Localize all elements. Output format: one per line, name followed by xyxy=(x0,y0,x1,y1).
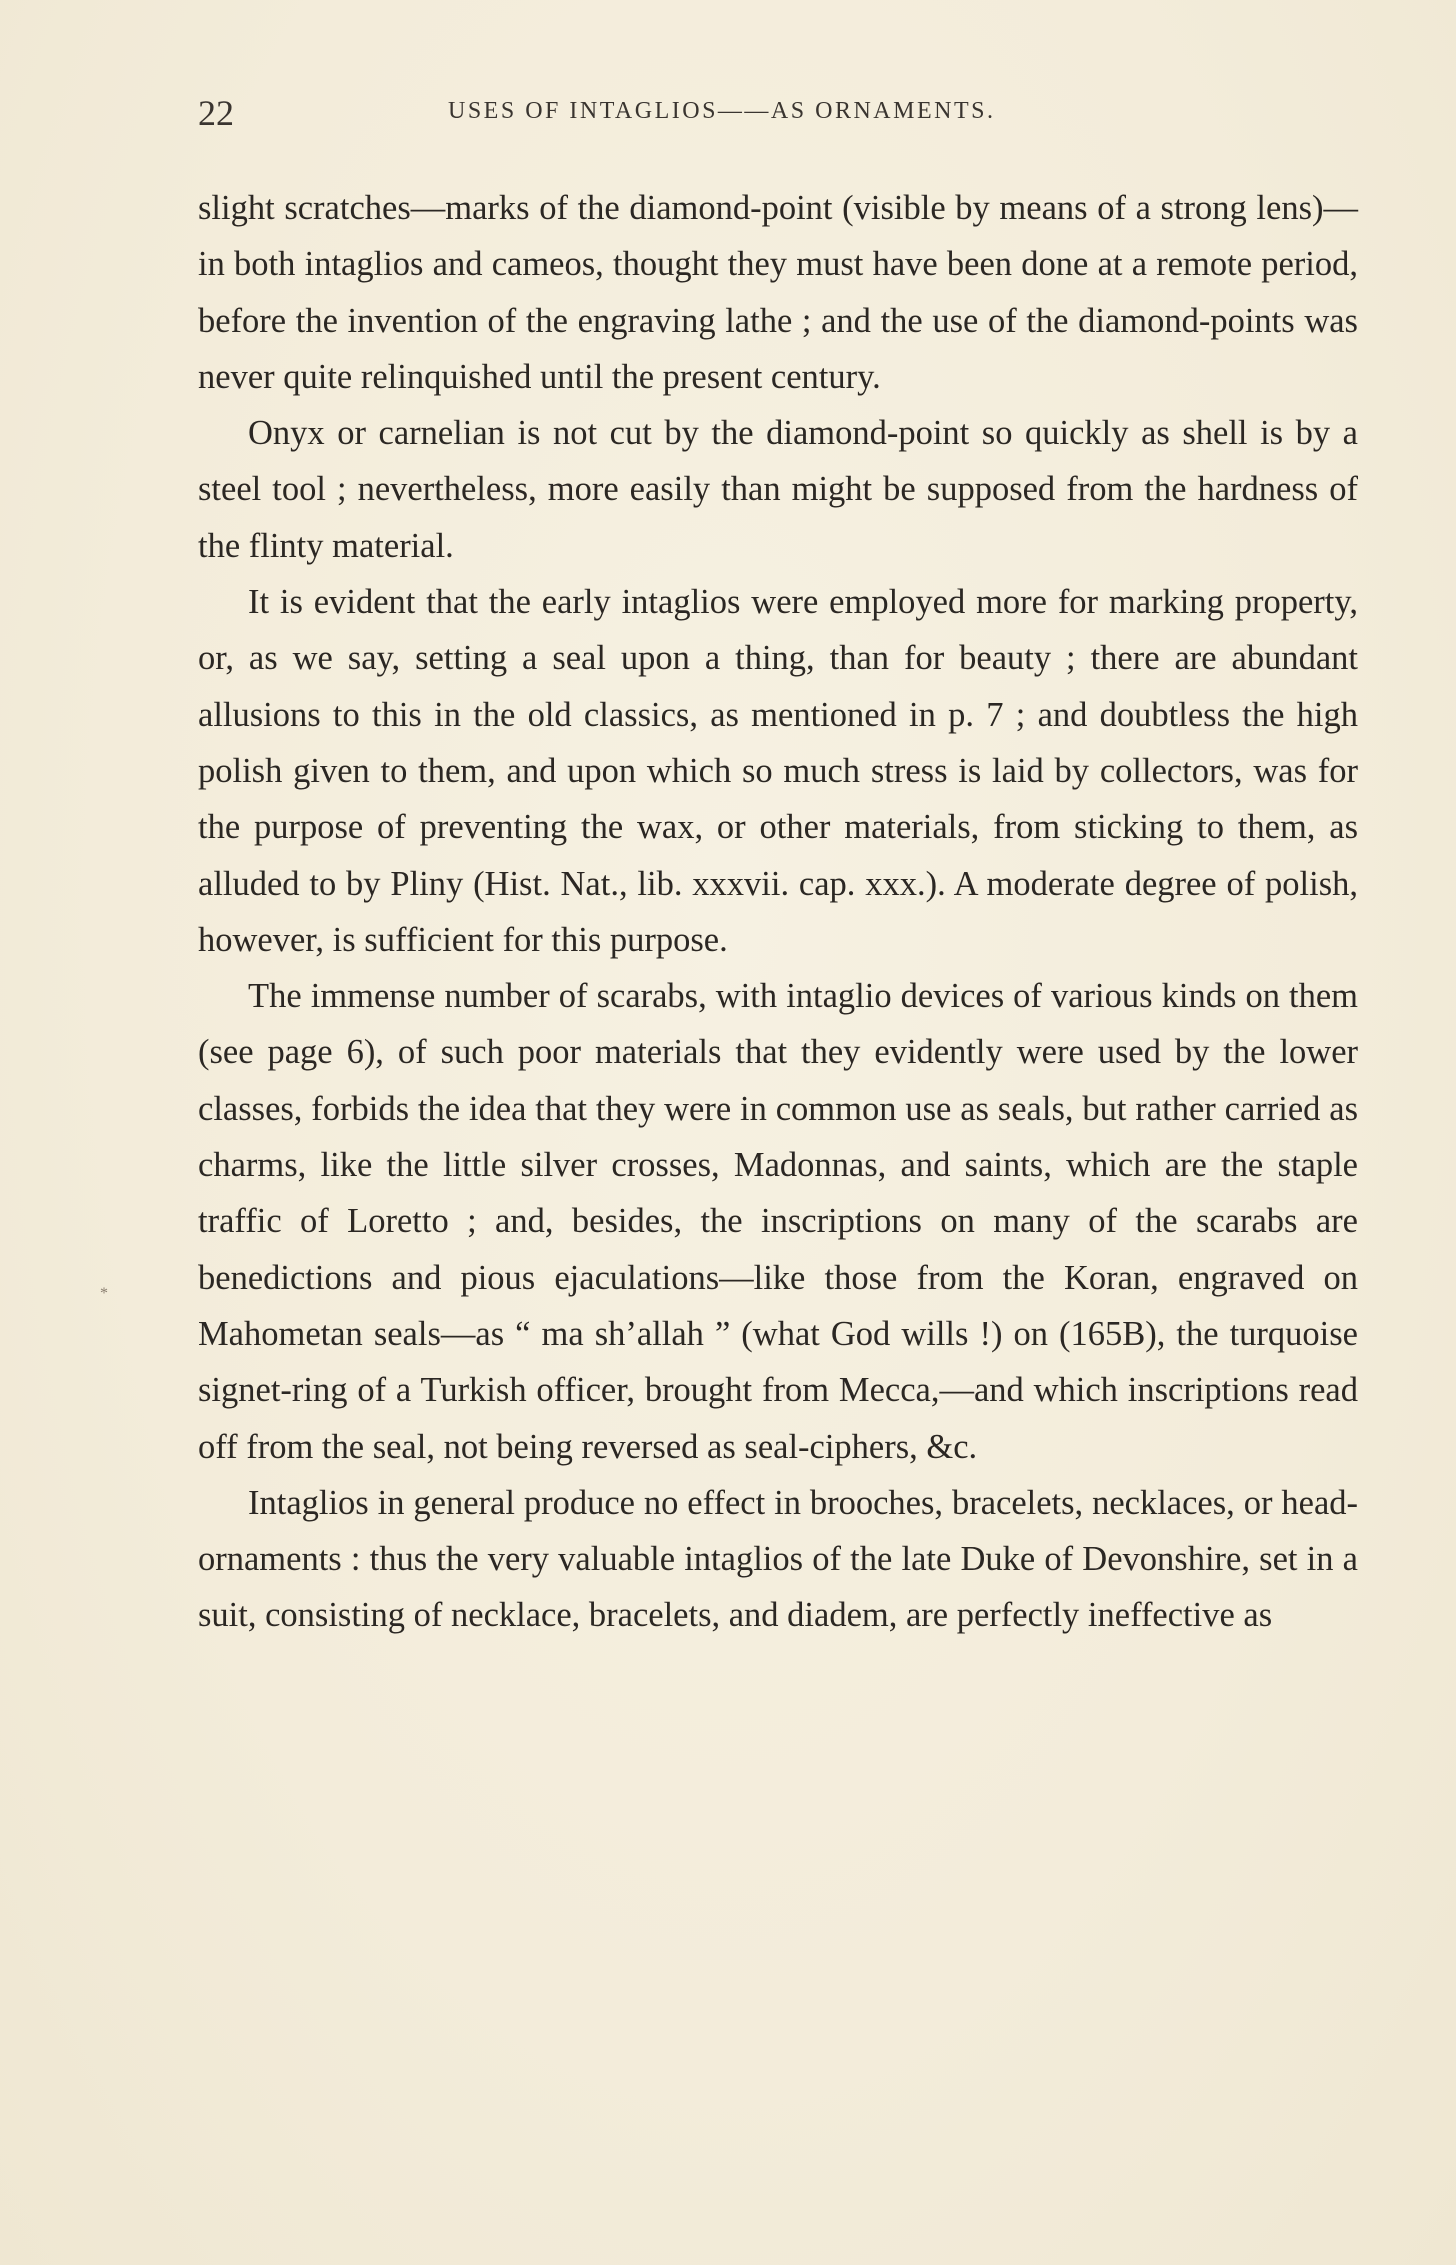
page-number: 22 xyxy=(198,93,234,133)
paragraph: Intaglios in general produce no effect in brooches, bracelets, necklaces, or head-ornaments : thus the very valuable intaglios of the late Duke of Devonshire, set in a suit, consisting of necklace, bracelets, and diadem, are perfectly ineffective as xyxy=(198,1483,1358,1635)
body-text xyxy=(198,180,1358,1644)
running-head xyxy=(198,92,1358,132)
running-title: USES OF INTAGLIOS——AS ORNAMENTS. xyxy=(448,98,996,124)
margin-speck: * xyxy=(100,1285,108,1302)
paragraph: slight scratches—marks of the diamond-point (visible by means of a strong lens)—in both intaglios and cameos, thought they must have been done at a remote period, before the invention of the engraving lathe ; and the use of the diamond-points was never quite relinquished until the present century. xyxy=(198,189,1358,396)
paragraph: Onyx or carnelian is not cut by the diamond-point so quickly as shell is by a steel tool ; nevertheless, more easily than might be supposed from the hardness of the flinty material. xyxy=(198,414,1358,565)
paragraph: It is evident that the early intaglios were employed more for marking property, or, as we say, setting a seal upon a thing, than for beauty ; there are abundant allusions to this in the old classics, as mentioned in p. 7 ; and doubtless the high polish given to them, and upon which so much stress is laid by collectors, was for the purpose of preventing the wax, or other materials, from sticking to them, as alluded to by Pliny (Hist. Nat., lib. xxxvii. cap. xxx.). A moderate degree of polish, however, is sufficient for this purpose. xyxy=(198,583,1358,959)
paragraph: The immense number of scarabs, with intaglio devices of various kinds on them (see page 6), of such poor materials that they evidently were used by the lower classes, forbids the idea that they were in common use as seals, but rather carried as charms, like the little silver crosses, Madonnas, and saints, which are the staple traffic of Loretto ; and, besides, the inscriptions on many of the scarabs are benedictions and pious ejaculations—like those from the Koran, engraved on Mahometan seals—as “ ma sh’allah ” (what God wills !) on (165B), the turquoise signet-ring of a Turkish officer, brought from Mecca,—and which inscriptions read off from the seal, not being reversed as seal-ciphers, &c. xyxy=(198,977,1358,1466)
